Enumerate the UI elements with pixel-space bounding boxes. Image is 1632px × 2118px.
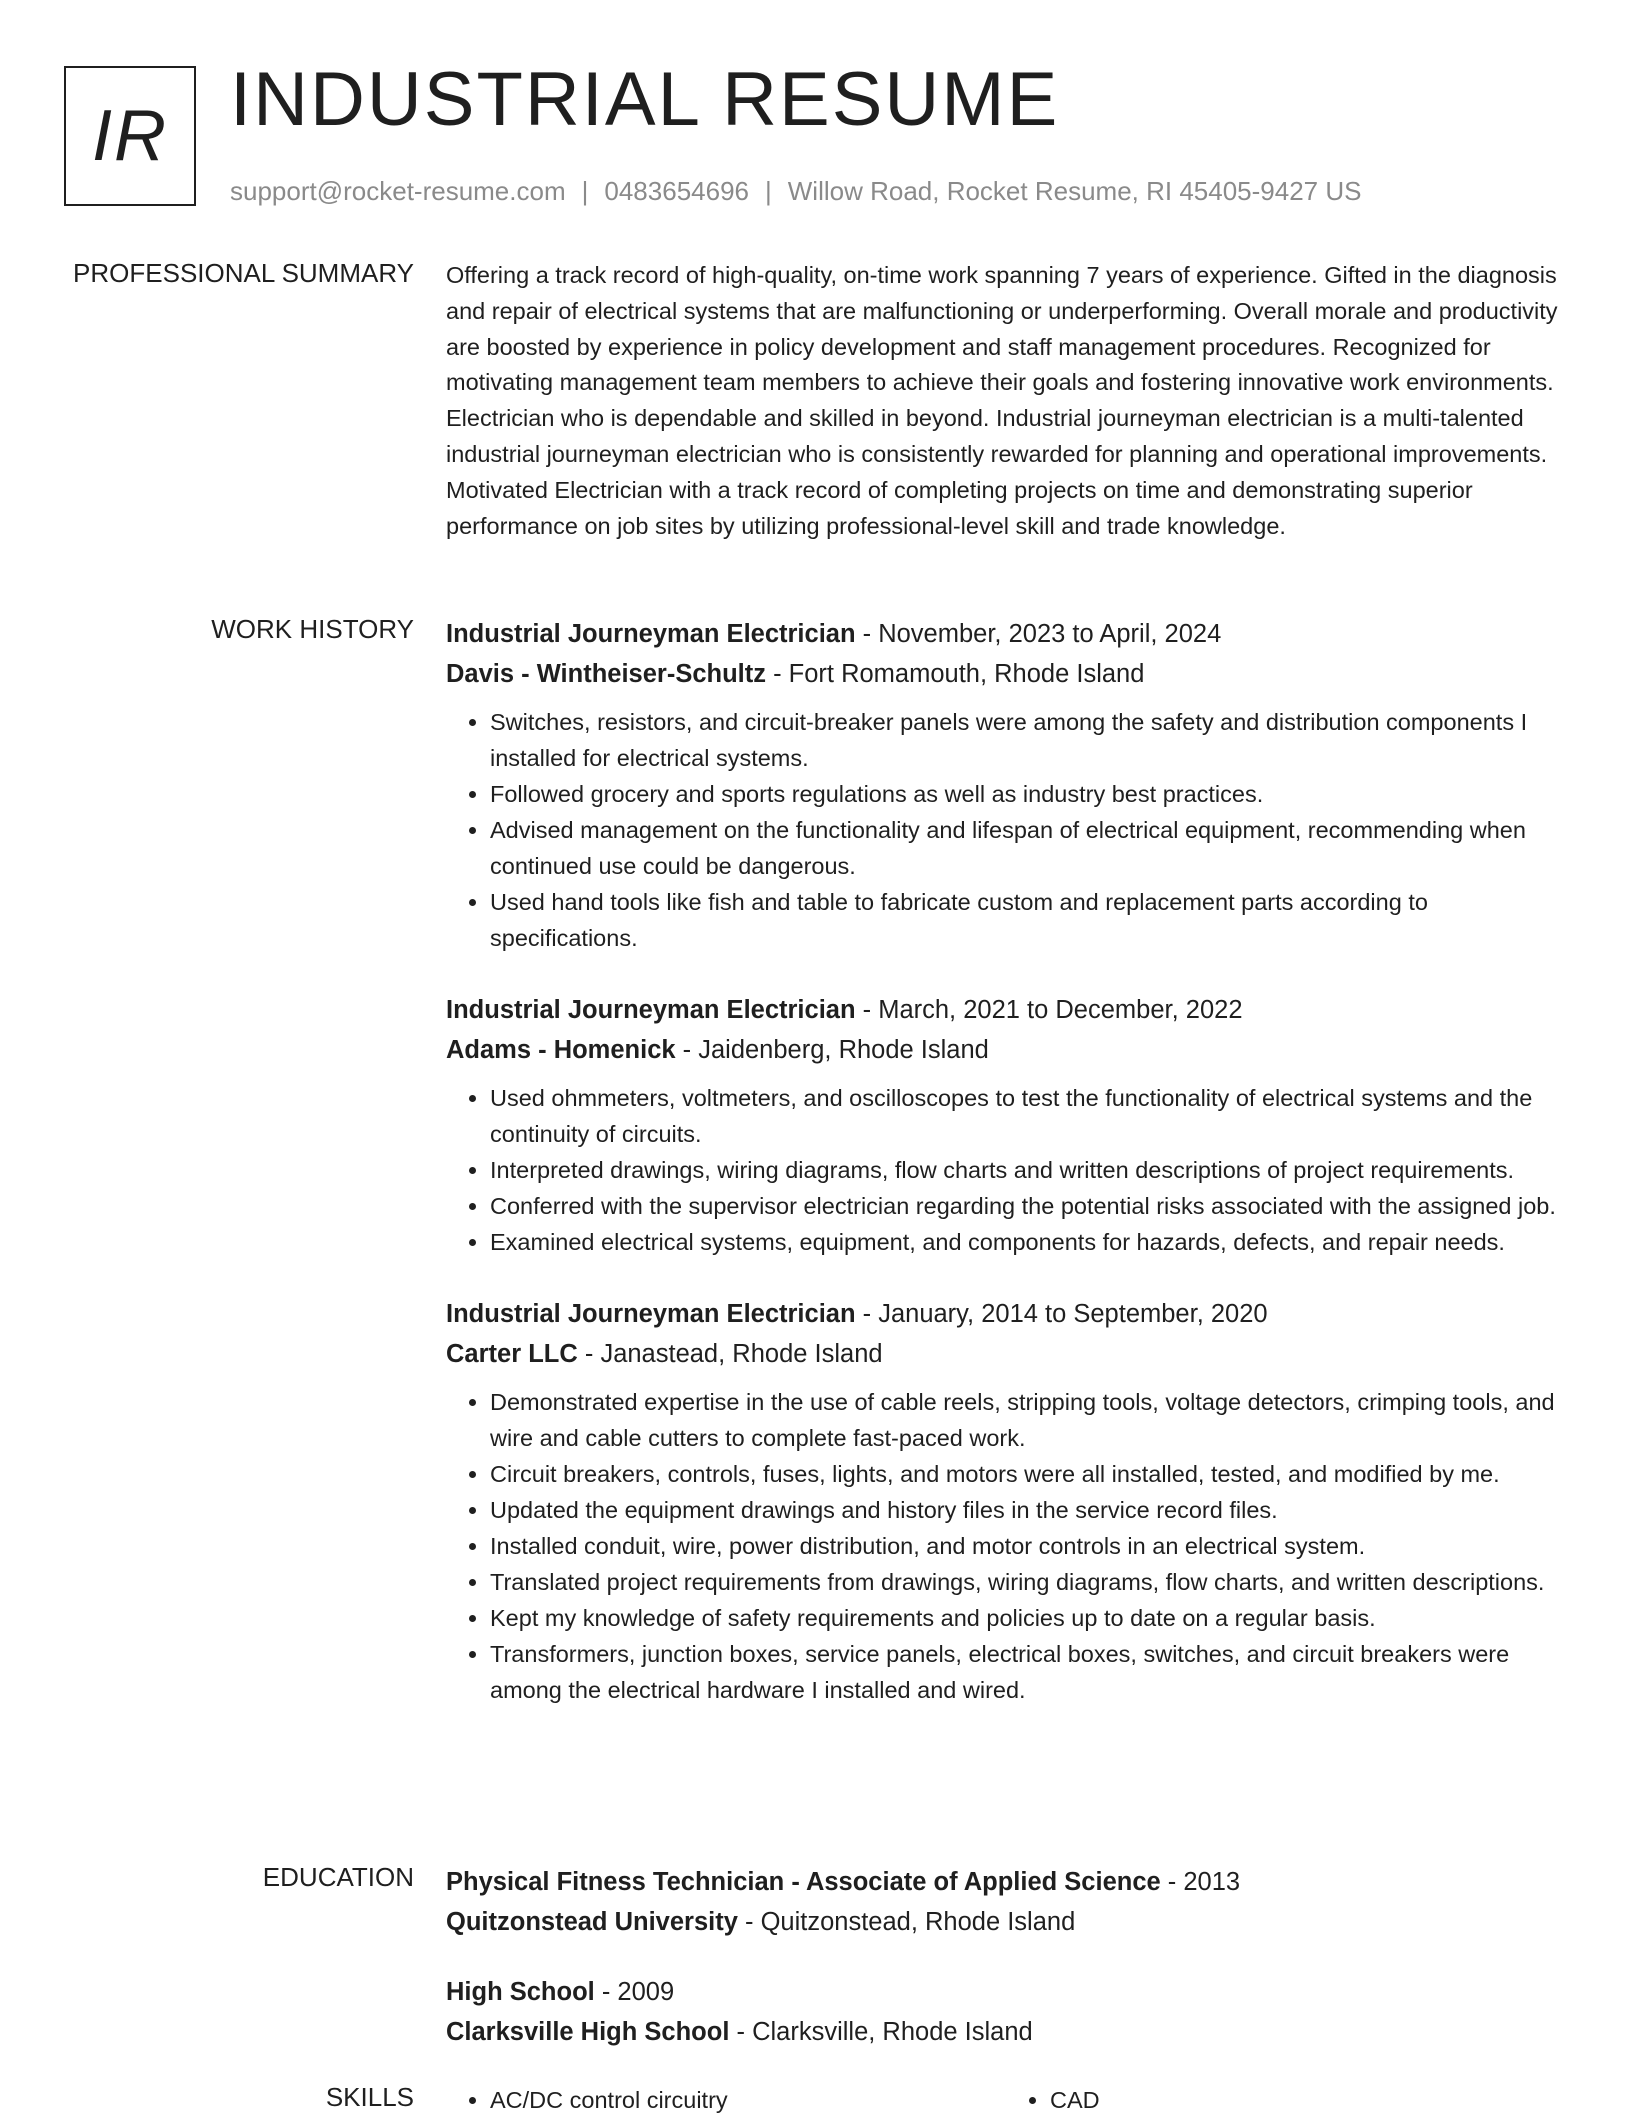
education-entry (446, 1972, 1566, 2052)
monogram-logo (64, 66, 196, 206)
resume-title: INDUSTRIAL RESUME (230, 57, 1060, 142)
skill-item: • CAD (1050, 2082, 1566, 2118)
skills-column-right (1006, 2082, 1566, 2118)
education-school: Clarksville High School (446, 2018, 730, 2046)
job-bullet: • Switches, resistors, and circuit-breaker panels were among the safety and distribution components I installed for electrical systems. (490, 704, 1566, 776)
education-degree: High School (446, 1978, 595, 2006)
contact-phone[interactable]: 0483654696 (604, 176, 749, 206)
contact-separator: | (581, 176, 589, 206)
education-school-line (446, 1902, 1566, 1942)
education-year: - 2009 (594, 1978, 675, 2006)
job-bullet: • Circuit breakers, controls, fuses, lights, and motors were all installed, tested, and modified by me. (490, 1456, 1566, 1492)
job-dates: - January, 2014 to September, 2020 (855, 1300, 1268, 1328)
job-title: Industrial Journeyman Electrician (446, 1300, 856, 1328)
job-company-line (446, 1030, 1566, 1070)
job-location: - Jaidenberg, Rhode Island (675, 1036, 989, 1064)
contact-separator: | (765, 176, 772, 206)
monogram-text: IR (92, 96, 168, 176)
job-bullet: • Installed conduit, wire, power distribution, and motor controls in an electrical system. (490, 1528, 1566, 1564)
job-bullet: • Kept my knowledge of safety requirements and policies up to date on a regular basis. (490, 1600, 1566, 1636)
job-company: Carter LLC (446, 1340, 578, 1368)
job-bullet: • Examined electrical systems, equipment, and components for hazards, defects, and repair needs. (490, 1224, 1566, 1260)
education-degree: Physical Fitness Technician - Associate of Applied Science (446, 1868, 1161, 1896)
job-bullet: • Used ohmmeters, voltmeters, and oscilloscopes to test the functionality of electrical systems and the continuity of circuits. (490, 1080, 1566, 1152)
job-bullet: • Followed grocery and sports regulations as well as industry best practices. (490, 776, 1566, 812)
contact-address: Willow Road, Rocket Resume, RI 45405-9427 US (787, 176, 1362, 206)
education-heading: EDUCATION (262, 1862, 414, 1892)
job-company-line (446, 1334, 1566, 1374)
job-bullet: • Translated project requirements from drawings, wiring diagrams, flow charts, and written descriptions. (490, 1564, 1566, 1600)
job-company: Adams - Homenick (446, 1036, 676, 1064)
job-location: - Janastead, Rhode Island (577, 1340, 883, 1368)
job-company: Davis - Wintheiser-Schultz (446, 660, 766, 688)
job-dates: - November, 2023 to April, 2024 (855, 620, 1222, 648)
contact-line (230, 176, 1361, 207)
education-entry (446, 1862, 1566, 1942)
job-title: Industrial Journeyman Electrician (446, 620, 856, 648)
job-bullet: • Updated the equipment drawings and history files in the service record files. (490, 1492, 1566, 1528)
education-school-line (446, 2012, 1566, 2052)
summary-heading: PROFESSIONAL SUMMARY (73, 258, 414, 288)
job-entry (446, 990, 1566, 1260)
education-school: Quitzonstead University (446, 1908, 738, 1936)
education-location: - Quitzonstead, Rhode Island (737, 1908, 1076, 1936)
job-title-line (446, 614, 1566, 654)
job-entry (446, 1294, 1566, 1708)
education-location: - Clarksville, Rhode Island (729, 2018, 1033, 2046)
job-bullets (446, 704, 1566, 956)
education-degree-line (446, 1972, 1566, 2012)
education-year: - 2013 (1160, 1868, 1241, 1896)
contact-email[interactable]: support@rocket-resume.com (230, 176, 566, 206)
job-bullet: • Used hand tools like fish and table to fabricate custom and replacement parts according to specifications. (490, 884, 1566, 956)
work-history-heading: WORK HISTORY (211, 614, 414, 644)
job-bullets (446, 1080, 1566, 1260)
job-bullets (446, 1384, 1566, 1708)
job-title-line (446, 1294, 1566, 1334)
skills-column-left (446, 2082, 1006, 2118)
skills-heading: SKILLS (325, 2082, 414, 2112)
job-bullet: • Conferred with the supervisor electrician regarding the potential risks associated with the assigned job. (490, 1188, 1566, 1224)
job-location: - Fort Romamouth, Rhode Island (766, 660, 1145, 688)
education-degree-line (446, 1862, 1566, 1902)
job-title: Industrial Journeyman Electrician (446, 996, 856, 1024)
job-entry (446, 614, 1566, 956)
job-dates: - March, 2021 to December, 2022 (855, 996, 1243, 1024)
job-title-line (446, 990, 1566, 1030)
job-bullet: • Demonstrated expertise in the use of cable reels, stripping tools, voltage detectors, crimping tools, and wire and cable cutters to complete fast-paced work. (490, 1384, 1566, 1456)
summary-text: Offering a track record of high-quality, on-time work spanning 7 years of experience. Gifted in the diagnosis and repair of electrical systems that are malfunctioning or underperforming. Overall morale and productivity are boosted by experience in policy development and staff management procedures. Recognized for motivating management team members to achieve their goals and fostering innovative work environments. Electrician who is dependable and skilled in beyond. Industrial journeyman electrician is a multi-talented industrial journeyman electrician who is consistently rewarded for planning and operational improvements. Motivated Electrician with a track record of completing projects on time and demonstrating superior performance on job sites by utilizing professional-level skill and trade knowledge. (446, 262, 1558, 539)
job-bullet: • Transformers, junction boxes, service panels, electrical boxes, switches, and circuit breakers were among the electrical hardware I installed and wired. (490, 1636, 1566, 1708)
skills-grid (446, 2082, 1566, 2118)
job-company-line (446, 654, 1566, 694)
job-bullet: • Interpreted drawings, wiring diagrams, flow charts and written descriptions of project requirements. (490, 1152, 1566, 1188)
job-bullet: • Advised management on the functionality and lifespan of electrical equipment, recommending when continued use could be dangerous. (490, 812, 1566, 884)
skill-item: • AC/DC control circuitry (490, 2082, 1006, 2118)
